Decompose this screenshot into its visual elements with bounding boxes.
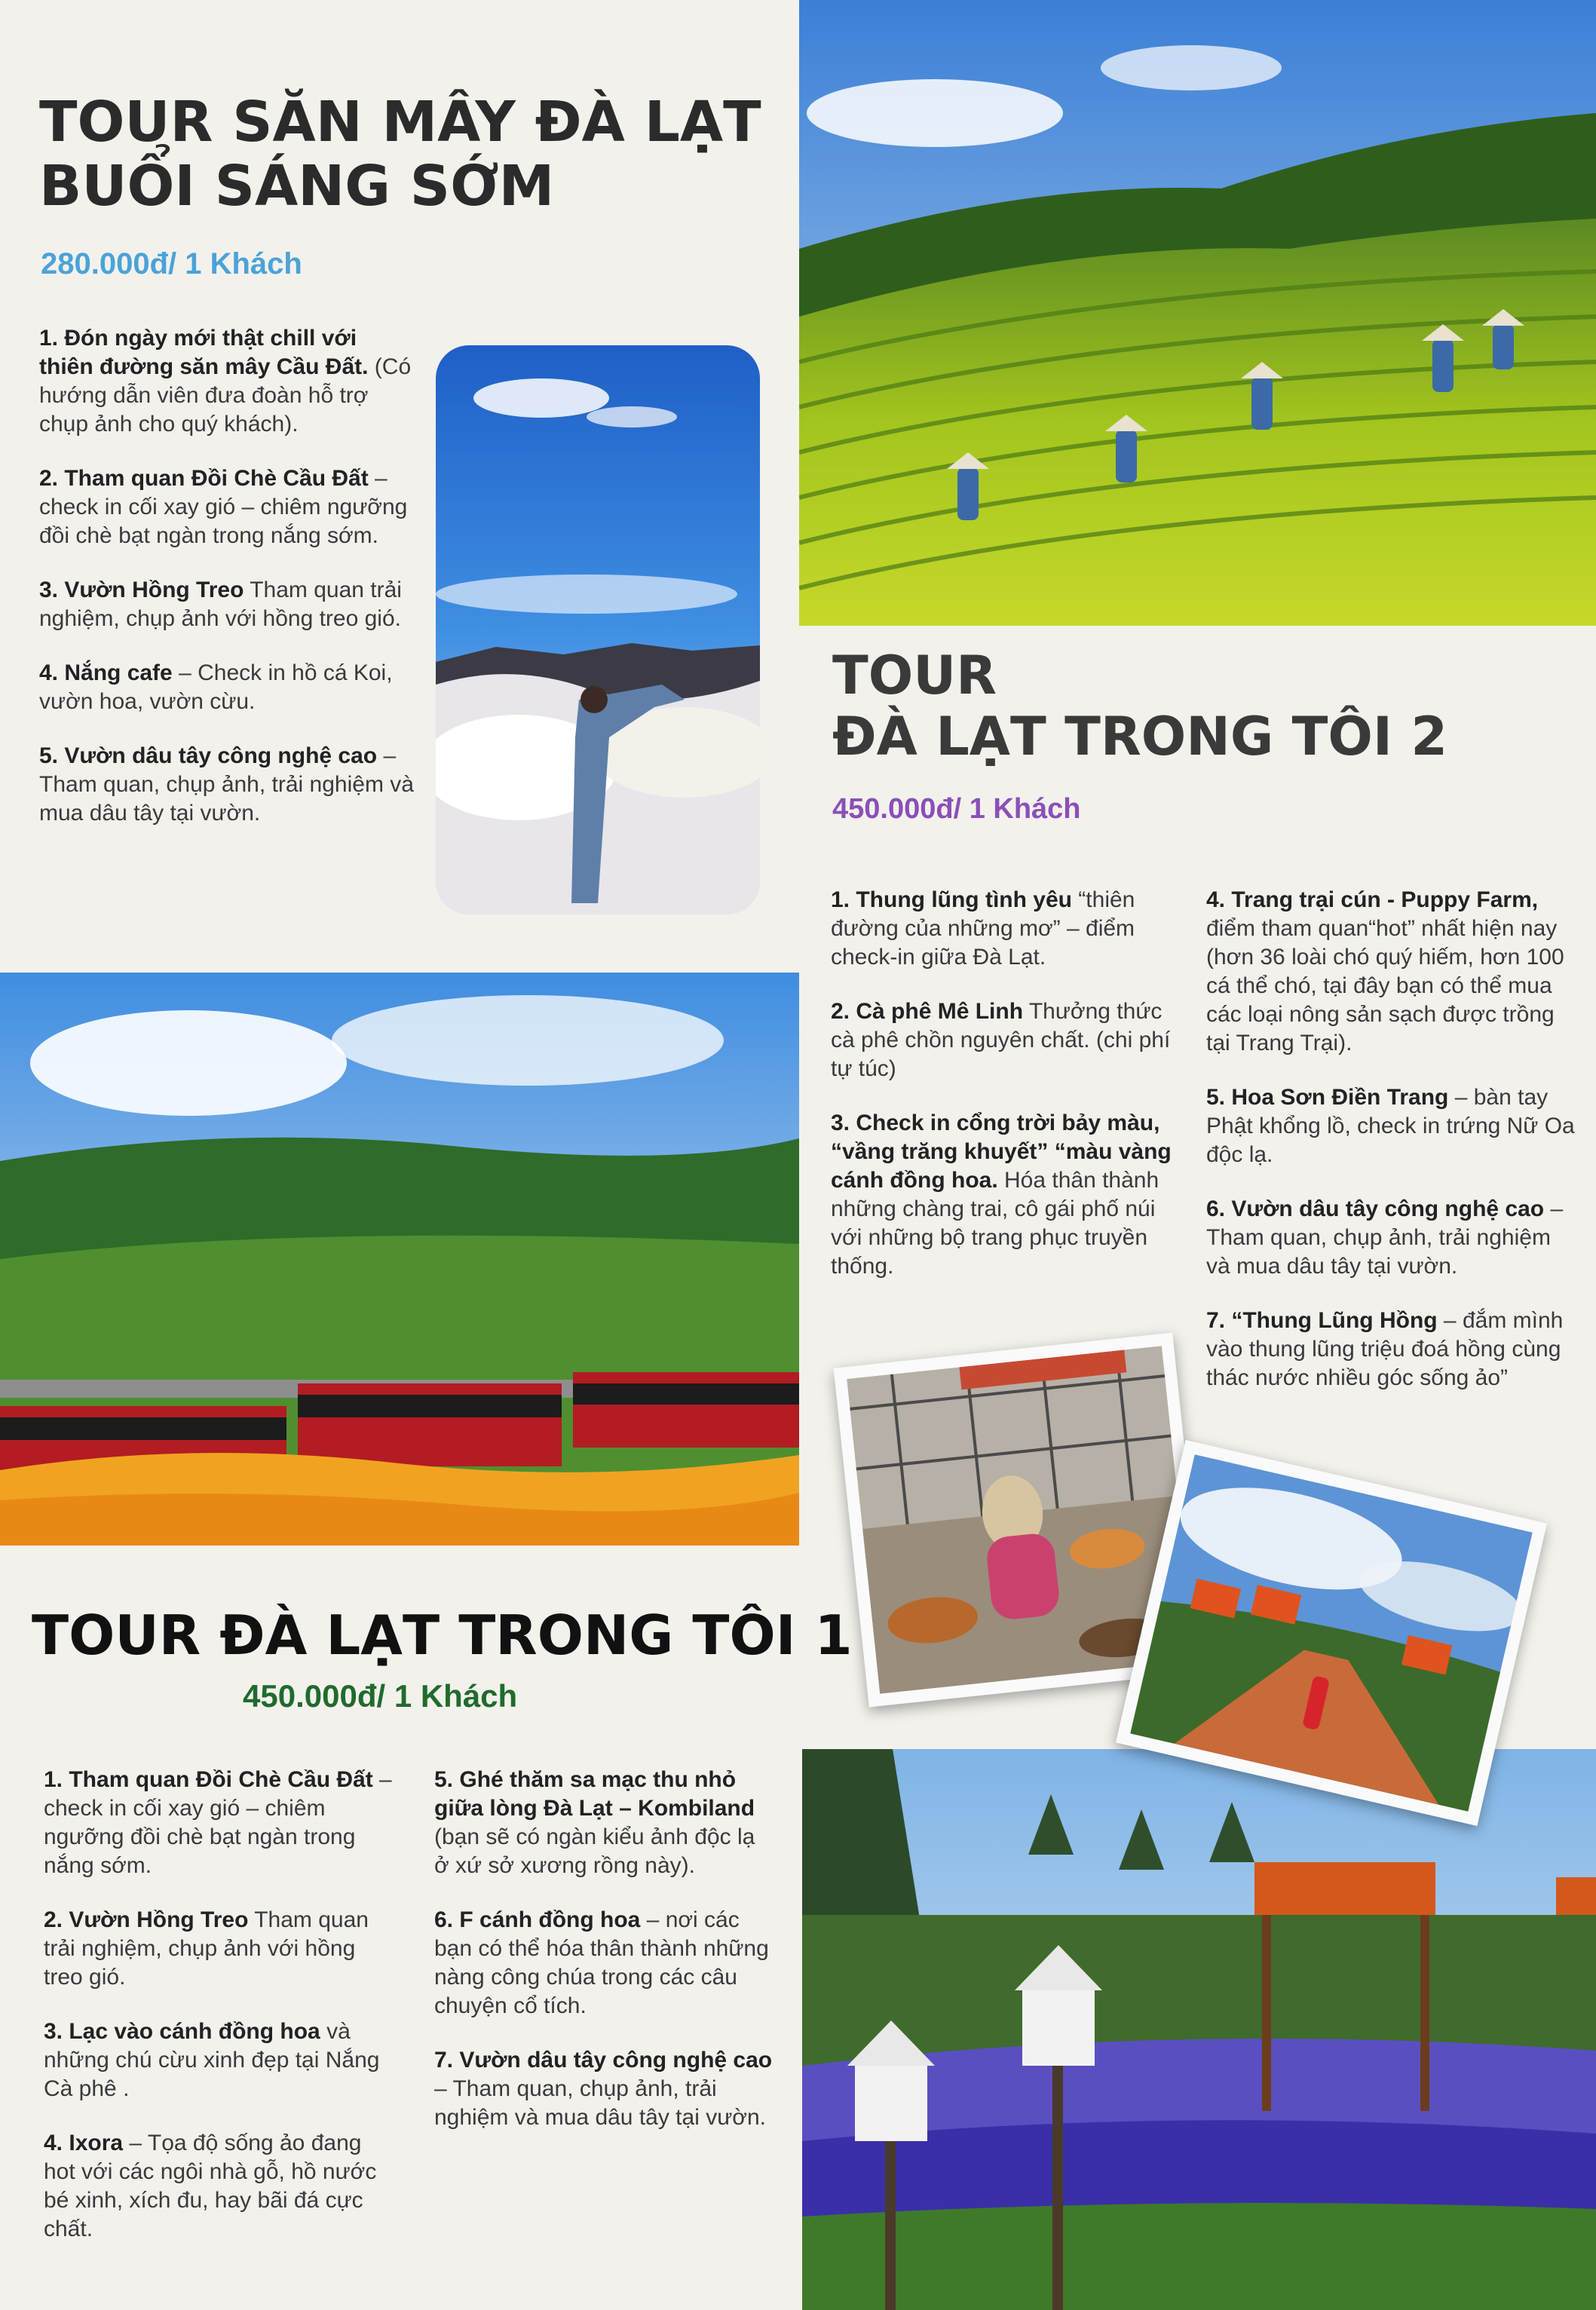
tour1-item-3 — [39, 576, 416, 633]
tour3-item-heading: 7. Vườn dâu tây công nghệ cao — [434, 2048, 773, 2073]
tour2-item-2 — [831, 997, 1178, 1083]
tour3-item-description: (bạn sẽ có ngàn kiểu ảnh độc lạ ở xứ sở xương rồng này). — [434, 1824, 755, 1878]
tour2-title-line1: TOUR — [832, 645, 997, 706]
tour1-item-1 — [39, 324, 416, 439]
tour3-item-2 — [44, 1906, 398, 1992]
tour3-item-heading: 3. Lạc vào cánh đồng hoa — [44, 2019, 320, 2044]
tour1-item-description: (Có hướng dẫn viên đưa đoàn hỗ trợ chụp ảnh cho quý khách). — [39, 354, 412, 437]
tea-hill-photo — [799, 0, 1596, 626]
tour3-item-description: và những chú cừu xinh đẹp tại Nắng Cà phê . — [44, 2019, 380, 2101]
tour1-item-heading: 3. Vườn Hồng Treo — [39, 578, 244, 602]
tour2-item-1 — [1206, 886, 1576, 1058]
tour2-item-description: “thiên đường của những mơ” – điểm check-in giữa Đà Lạt. — [831, 887, 1135, 970]
tour1-item-2 — [39, 464, 416, 550]
tour3-item-1 — [44, 1766, 398, 1880]
tour3-title: TOUR ĐÀ LẠT TRONG TÔI 1 — [32, 1604, 853, 1667]
train-flower-photo — [0, 973, 799, 1546]
tour2-item-3 — [1206, 1195, 1576, 1281]
tour2-item-description: – đắm mình vào thung lũng triệu đoá hồng cùng thác nước nhiều góc sống ảo” — [1206, 1308, 1564, 1390]
tour2-item-heading: 3. Check in cổng trời bảy màu, “vầng trăng khuyết” “màu vàng cánh đồng hoa. — [831, 1111, 1172, 1193]
tour1-item-description: – Check in hồ cá Koi, vườn hoa, vườn cừu. — [39, 660, 393, 714]
tour1-itinerary-list — [39, 324, 416, 853]
tour2-item-3 — [831, 1109, 1178, 1281]
tour1-item-heading: 1. Đón ngày mới thật chill với thiên đường săn mây Cầu Đất. — [39, 326, 369, 379]
tour3-item-description: – nơi các bạn có thể hóa thân thành những nàng công chúa trong các câu chuyện cổ tích. — [434, 1907, 769, 2018]
tour3-item-heading: 2. Vườn Hồng Treo — [44, 1907, 249, 1932]
tour2-item-heading: 1. Thung lũng tình yêu — [831, 887, 1072, 912]
tour2-price: 450.000đ/ 1 Khách — [832, 793, 1081, 825]
tour2-item-heading: 2. Cà phê Mê Linh — [831, 999, 1024, 1024]
tour3-item-3 — [434, 2046, 773, 2132]
tour3-itinerary-col1 — [44, 1766, 398, 2269]
tour3-price: 450.000đ/ 1 Khách — [243, 1678, 518, 1714]
tour1-item-5 — [39, 742, 416, 828]
rose-valley-photo — [1130, 1454, 1533, 1812]
tour2-item-description: điểm tham quan“hot” nhất hiện nay (hơn 36 loài chó quý hiếm, hơn 100 cá thể chó, tại đây bạn có thể mua các loại nông sản sạch được trồng tại Trang Trại). — [1206, 916, 1564, 1055]
tour1-title-line2: BUỔI SÁNG SỚM — [39, 154, 555, 219]
tour3-item-description: Tham quan trải nghiệm, chụp ảnh với hồng treo gió. — [44, 1907, 369, 1990]
tour3-item-description: – Tham quan, chụp ảnh, trải nghiệm và mua dâu tây tại vườn. — [434, 2076, 766, 2130]
tour1-item-description: – check in cối xay gió – chiêm ngưỡng đồi chè bạt ngàn trong nắng sớm. — [39, 466, 408, 548]
flower-garden-photo — [802, 1749, 1596, 2310]
tour1-item-description: Tham quan trải nghiệm, chụp ảnh với hồng treo gió. — [39, 578, 402, 631]
tour2-title-line2: ĐÀ LẠT TRONG TÔI 2 — [832, 705, 1448, 767]
tour1-item-4 — [39, 659, 416, 716]
tour1-item-heading: 5. Vườn dâu tây công nghệ cao — [39, 743, 378, 768]
tour3-item-4 — [44, 2129, 398, 2244]
tour1-title-line1: TOUR SĂN MÂY ĐÀ LẠT — [39, 90, 761, 155]
tour2-item-4 — [1206, 1307, 1576, 1392]
tour3-item-heading: 5. Ghé thăm sa mạc thu nhỏ giữa lòng Đà Lạt – Kombiland — [434, 1767, 755, 1821]
tour3-item-heading: 1. Tham quan Đồi Chè Cầu Đất — [44, 1767, 373, 1792]
tour2-item-description: – bàn tay Phật khổng lồ, check in trứng Nữ Oa độc lạ. — [1206, 1085, 1575, 1167]
tour2-item-description: Hóa thân thành những chàng trai, cô gái phố núi với những bộ trang phục truyền thống. — [831, 1168, 1159, 1279]
tour2-itinerary-col2 — [1206, 886, 1576, 1418]
tour3-item-2 — [434, 1906, 773, 2020]
tour3-item-3 — [44, 2017, 398, 2103]
cloud-sea-photo — [436, 345, 760, 915]
tour2-item-2 — [1206, 1083, 1576, 1169]
tour3-item-description: – check in cối xay gió – chiêm ngưỡng đồi chè bạt ngàn trong nắng sớm. — [44, 1767, 392, 1878]
tour2-item-heading: 7. “Thung Lũng Hồng — [1206, 1308, 1438, 1333]
tour2-item-heading: 4. Trang trại cún - Puppy Farm, — [1206, 887, 1539, 912]
tour1-item-heading: 4. Nắng cafe — [39, 660, 173, 685]
tour1-title — [39, 90, 793, 219]
tour2-item-description: – Tham quan, chụp ảnh, trải nghiệm và mua dâu tây tại vườn. — [1206, 1196, 1564, 1279]
tour3-item-description: – Tọa độ sống ảo đang hot với các ngôi nhà gỗ, hồ nước bé xinh, xích đu, hay bãi đá cực chất. — [44, 2131, 377, 2241]
tour2-item-heading: 5. Hoa Sơn Điền Trang — [1206, 1085, 1449, 1110]
tour2-item-heading: 6. Vườn dâu tây công nghệ cao — [1206, 1196, 1545, 1221]
tour1-price: 280.000đ/ 1 Khách — [41, 247, 302, 280]
tour1-item-heading: 2. Tham quan Đồi Chè Cầu Đất — [39, 466, 369, 491]
tour1-item-description: – Tham quan, chụp ảnh, trải nghiệm và mua dâu tây tại vườn. — [39, 743, 414, 826]
tour2-item-description: Thưởng thức cà phê chồn nguyên chất. (chi phí tự túc) — [831, 999, 1171, 1081]
tour2-itinerary-col1 — [831, 886, 1178, 1307]
tour3-item-heading: 6. F cánh đồng hoa — [434, 1907, 641, 1932]
tour3-item-1 — [434, 1766, 773, 1880]
tour3-itinerary-col2 — [434, 1766, 773, 2158]
tour2-item-1 — [831, 886, 1178, 972]
tour3-item-heading: 4. Ixora — [44, 2131, 124, 2155]
tour2-title — [832, 645, 1447, 767]
